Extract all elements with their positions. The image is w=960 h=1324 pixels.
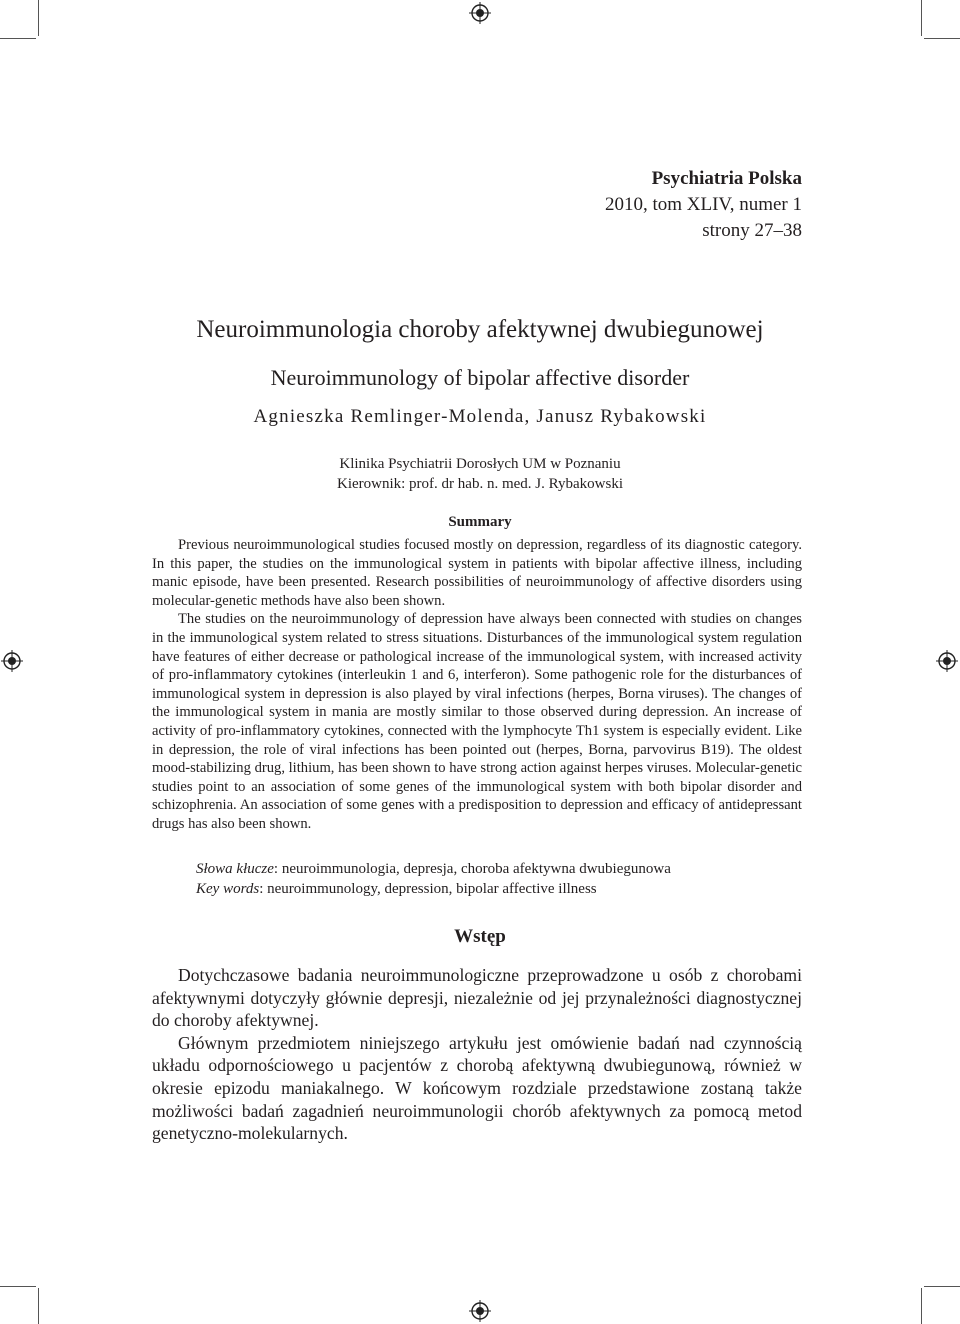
crop-mark-bottom-right-h [924,1286,960,1287]
keywords-block [196,859,816,899]
journal-header [605,166,802,244]
intro-body [152,964,802,1145]
crop-mark-top-right [921,0,922,36]
journal-name: Psychiatria Polska [651,168,802,189]
intro-heading: Wstęp [454,926,506,947]
article-title-english: Neuroimmunology of bipolar affective disorder [270,365,690,390]
registration-mark-left-icon [1,650,23,672]
registration-mark-bottom-icon [469,1300,491,1322]
affiliation-line-1: Klinika Psychiatrii Dorosłych UM w Poznaniu [339,456,621,472]
keywords-english [196,879,816,899]
registration-mark-top-icon [469,2,491,24]
crop-mark-bottom-right [921,1288,922,1324]
crop-mark-bottom-left-h [0,1286,36,1287]
crop-mark-top-right-h [924,38,960,39]
article-title-polish: Neuroimmunologia choroby afektywnej dwubiegunowej [196,316,764,343]
keywords-polish-label: Słowa kłucze [196,861,274,877]
journal-pages: strony 27–38 [702,220,802,241]
keywords-english-value: : neuroimmunology, depression, bipolar affective illness [259,881,597,897]
summary-paragraph: The studies on the neuroimmunology of depression have always been connected with studies on changes in the immunological system related to stress situations. Disturbances of the immunological system regulation have features of either decrease or pathological increase of the immunological system, with increased activity of pro-inflammatory cytokines (interleukin 1 and 6, interferon). Some pathogenic role for the disturbances of immunological system in depression is also played by viral infections (herpes, Borna viruses). The changes of the immunological system in mania are mostly similar to those observed during depression. An increase of activity of pro-inflammatory cytokines, connected with the lymphocyte Th1 system is especially evident. Like in depression, the role of viral infections has been pointed out (herpes, Borna, parvovirus B19). The oldest mood-stabilizing drug, lithium, has been shown to have strong action against herpes viruses. Molecular-genetic studies point to an association of some genes of the immunological system with both bipolar disorder and schizophrenia. An association of some genes with a predisposition to depression and efficacy of antidepressant drugs has also been shown. [152,611,802,832]
summary-heading: Summary [448,514,512,530]
affiliation-line-2: Kierownik: prof. dr hab. n. med. J. Rybakowski [336,476,624,492]
article-affiliation [0,454,960,494]
summary-abstract [152,536,802,834]
intro-paragraph: Dotychczasowe badania neuroimmunologiczne przeprowadzone u osób z chorobami afektywnymi dotyczyły głównie depresji, niezależnie od jej przynależności diagnostycznej do choroby afektywnej. [152,965,802,1031]
crop-mark-top-left [38,0,39,36]
keywords-polish-value: : neuroimmunologia, depresja, choroba afektywna dwubiegunowa [273,861,671,877]
intro-paragraph: Głównym przedmiotem niniejszego artykułu jest omówienie badań nad czynnością układu odpornościowego u pacjentów z chorobą afektywną dwubiegunową, również w okresie epizodu maniakalnego. W końcowym rozdziale przedstawione zostaną także możliwości badań zagadnień neuroimmunologii chorób afektywnych za pomocą metod genetyczno-molekularnych. [152,1032,802,1144]
crop-mark-top-left-h [0,38,36,39]
article-authors: Agnieszka Remlinger-Molenda, Janusz Rybakowski [253,406,707,427]
summary-paragraph: Previous neuroimmunological studies focused mostly on depression, regardless of its diagnostic category. In this paper, the studies on the immunological system in patients with bipolar affective illness, including manic episode, have been presented. Research possibilities of neuroimmunology of affective disorders using molecular-genetic methods have also been shown. [152,537,802,609]
keywords-english-label: Key words [196,881,260,897]
keywords-polish [196,859,816,879]
registration-mark-right-icon [936,650,958,672]
crop-mark-bottom-left [38,1288,39,1324]
journal-volume: 2010, tom XLIV, numer 1 [604,194,802,215]
